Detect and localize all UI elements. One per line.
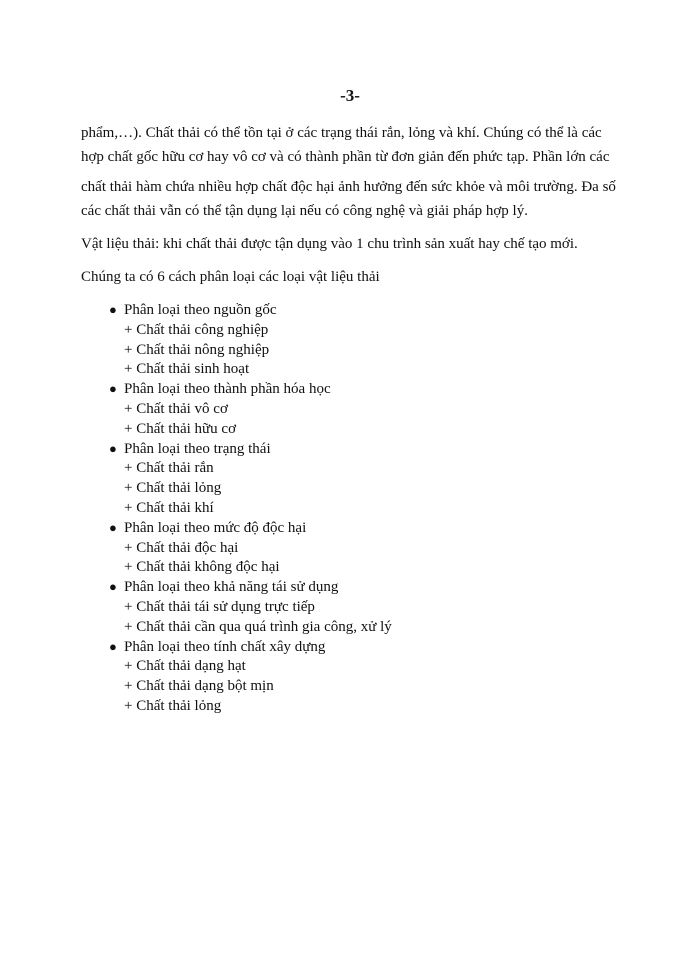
classification-title: Phân loại theo trạng thái bbox=[124, 440, 271, 457]
paragraph-line: các chất thải vẫn có thể tận dụng lại nếu có công nghệ và giải pháp hợp lý. bbox=[81, 203, 528, 219]
subitem-text: + Chất thải công nghiệp bbox=[124, 321, 269, 338]
subitem-text: + Chất thải rắn bbox=[124, 460, 214, 477]
subitem-text: + Chất thải lỏng bbox=[124, 698, 222, 714]
classification-title: Phân loại theo nguồn gốc bbox=[124, 302, 277, 318]
page-number: -3- bbox=[340, 86, 360, 105]
classification-title: Phân loại theo tính chất xây dựng bbox=[124, 638, 326, 655]
bullet-icon: ● bbox=[109, 638, 117, 654]
subitem-text: + Chất thải không độc hại bbox=[124, 559, 280, 576]
subitem-text: + Chất thải vô cơ bbox=[124, 401, 228, 417]
paragraph-line: hợp chất gốc hữu cơ hay vô cơ và có thành phần từ đơn giản đến phức tạp. Phần lớn các bbox=[81, 149, 610, 165]
classification-title: Phân loại theo thành phần hóa học bbox=[124, 381, 331, 398]
intro-line: Chúng ta có 6 cách phân loại các loại vật liệu thải bbox=[81, 269, 380, 285]
definition-line: Vật liệu thải: khi chất thải được tận dụng vào 1 chu trình sản xuất hay chế tạo mới. bbox=[81, 236, 578, 252]
bullet-icon: ● bbox=[109, 440, 117, 456]
subitem-text: + Chất thải hữu cơ bbox=[124, 420, 237, 437]
bullet-icon: ● bbox=[109, 302, 117, 317]
subitem-text: + Chất thải lỏng bbox=[124, 480, 222, 497]
bullet-icon: ● bbox=[109, 579, 117, 595]
subitem-text: + Chất thải độc hại bbox=[124, 539, 239, 556]
subitem-text: + Chất thải tái sử dụng trực tiếp bbox=[124, 599, 315, 615]
paragraph-line: chất thải hàm chứa nhiều hợp chất độc hại ảnh hưởng đến sức khỏe và môi trường. Đa số bbox=[81, 179, 616, 195]
subitem-text: + Chất thải sinh hoạt bbox=[124, 361, 250, 378]
subitem-text: + Chất thải khí bbox=[124, 500, 214, 516]
classification-title: Phân loại theo khả năng tái sử dụng bbox=[124, 579, 339, 596]
bullet-icon: ● bbox=[109, 519, 117, 535]
paragraph-line: phẩm,…). Chất thải có thể tồn tại ở các trạng thái rắn, lỏng và khí. Chúng có thể là các bbox=[81, 125, 602, 141]
subitem-text: + Chất thải nông nghiệp bbox=[124, 341, 270, 358]
classification-title: Phân loại theo mức độ độc hại bbox=[124, 519, 307, 536]
bullet-icon: ● bbox=[109, 381, 117, 397]
subitem-text: + Chất thải cần qua quá trình gia công, xử lý bbox=[124, 618, 392, 635]
subitem-text: + Chất thải dạng hạt bbox=[124, 658, 246, 675]
subitem-text: + Chất thải dạng bột mịn bbox=[124, 678, 274, 695]
